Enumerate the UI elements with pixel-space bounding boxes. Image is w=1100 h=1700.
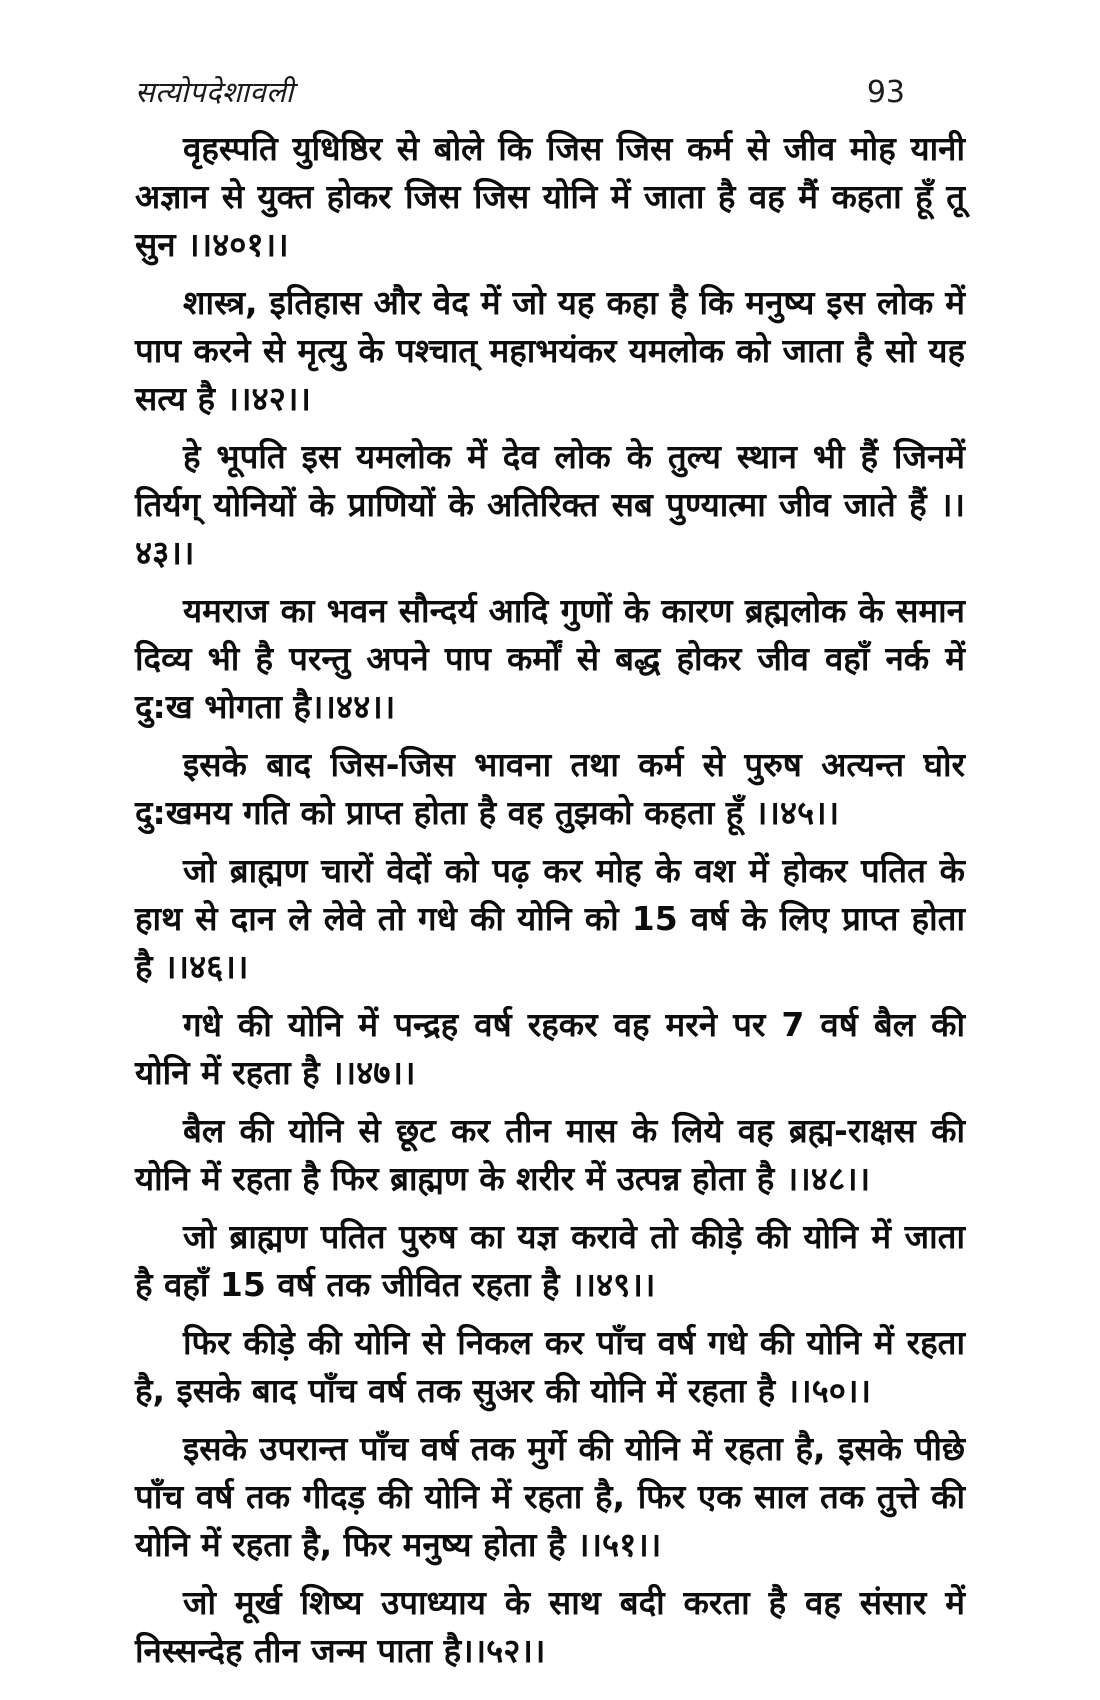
running-header bbox=[135, 72, 965, 111]
running-header-title: सत्योपदेशावली bbox=[135, 75, 294, 109]
paragraph-verse-42: शास्त्र, इतिहास और वेद में जो यह कहा है कि मनुष्य इस लोक में पाप करने से मृत्यु के पश्चात् महाभयंकर यमलोक को जाता है सो यह सत्य है ।।४२।। bbox=[135, 283, 965, 418]
paragraph-verse-46: जो ब्राह्मण चारों वेदों को पढ़ कर मोह के वश में होकर पतित के हाथ से दान ले लेवे तो गधे की योनि को 15 वर्ष के लिए प्राप्त होता है ।।४६।। bbox=[135, 851, 965, 986]
paragraph-verse-43: हे भूपति इस यमलोक में देव लोक के तुल्य स्थान भी हैं जिनमें तिर्यग् योनियों के प्राणियों के अतिरिक्त सब पुण्यात्मा जीव जाते हैं ।।४३।। bbox=[135, 437, 965, 572]
paragraph-verse-401: वृहस्पति युधिष्ठिर से बोले कि जिस जिस कर्म से जीव मोह यानी अज्ञान से युक्त होकर जिस जिस योनि में जाता है वह मैं कहता हूँ तू सुन ।।४०१।। bbox=[135, 129, 965, 264]
page-number: 93 bbox=[866, 75, 905, 110]
paragraph-verse-49: जो ब्राह्मण पतित पुरुष का यज्ञ करावे तो कीड़े की योनि में जाता है वहाँ 15 वर्ष तक जीवित रहता है ।।४९।। bbox=[135, 1217, 965, 1304]
paragraph-verse-52: जो मूर्ख शिष्य उपाध्याय के साथ बदी करता है वह संसार में निस्सन्देह तीन जन्म पाता है।।५२।। bbox=[135, 1583, 965, 1670]
paragraph-verse-44: यमराज का भवन सौन्दर्य आदि गुणों के कारण ब्रह्मलोक के समान दिव्य भी है परन्तु अपने पाप कर्मों से बद्ध होकर जीव वहाँ नर्क में दु:ख भोगता है।।४४।। bbox=[135, 591, 965, 726]
paragraph-verse-51: इसके उपरान्त पाँच वर्ष तक मुर्गे की योनि में रहता है, इसके पीछे पाँच वर्ष तक गीदड़ की योनि में रहता है, फिर एक साल तक तुत्ते की योनि में रहता है, फिर मनुष्य होता है ।।५१।। bbox=[135, 1429, 965, 1564]
paragraph-verse-45: इसके बाद जिस-जिस भावना तथा कर्म से पुरुष अत्यन्त घोर दु:खमय गति को प्राप्त होता है वह तुझको कहता हूँ ।।४५।। bbox=[135, 745, 965, 832]
paragraph-verse-50: फिर कीड़े की योनि से निकल कर पाँच वर्ष गधे की योनि में रहता है, इसके बाद पाँच वर्ष तक सुअर की योनि में रहता है ।।५०।। bbox=[135, 1323, 965, 1410]
paragraph-verse-48: बैल की योनि से छूट कर तीन मास के लिये वह ब्रह्म-राक्षस की योनि में रहता है फिर ब्राह्मण के शरीर में उत्पन्न होता है ।।४८।। bbox=[135, 1111, 965, 1198]
paragraph-verse-47: गधे की योनि में पन्द्रह वर्ष रहकर वह मरने पर 7 वर्ष बैल की योनि में रहता है ।।४७।। bbox=[135, 1005, 965, 1092]
page-body-text bbox=[135, 125, 965, 1675]
